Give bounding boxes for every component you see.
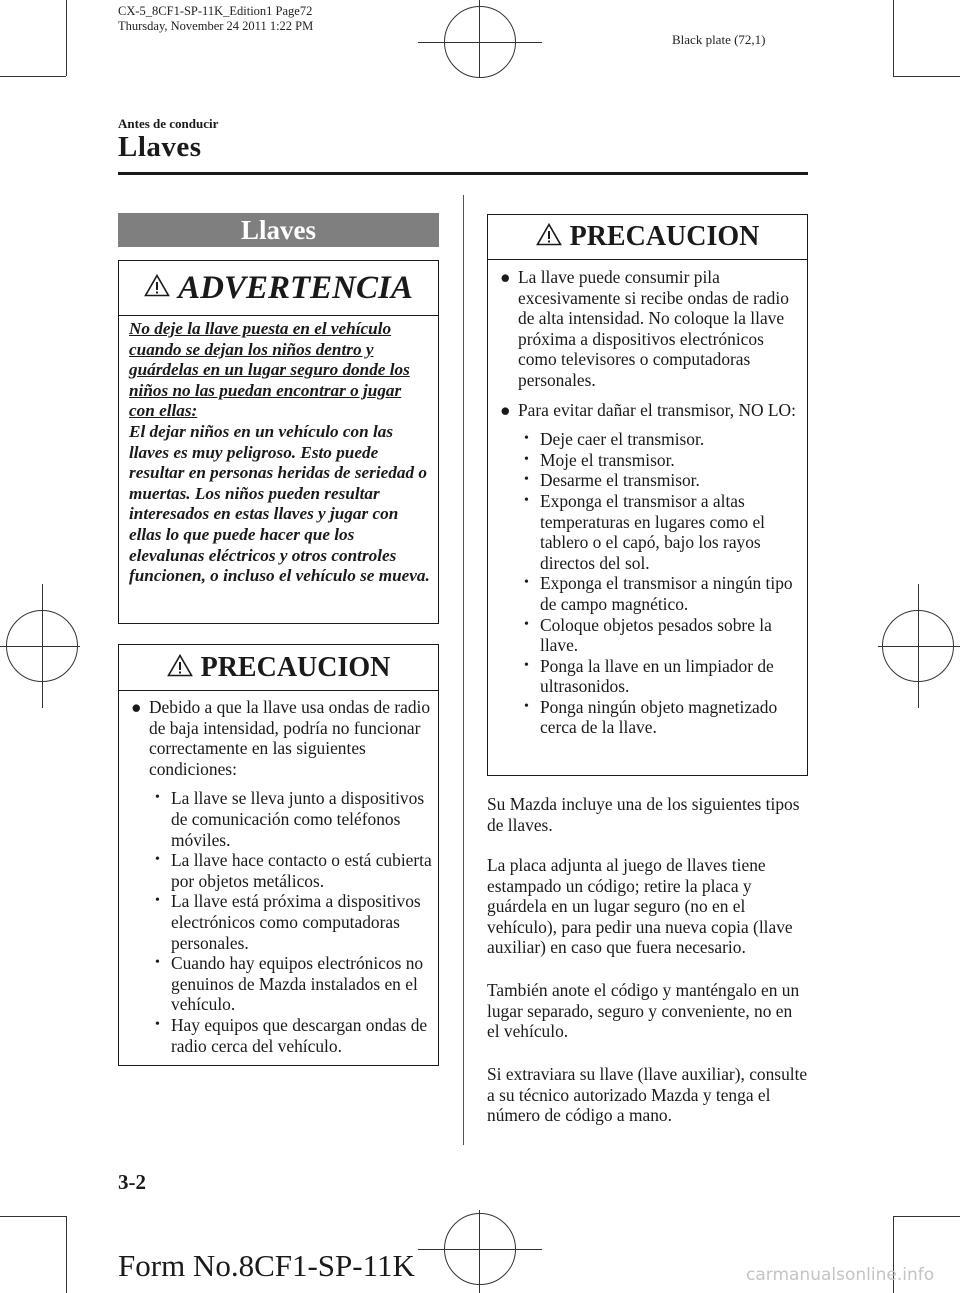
caution-subitem [119,788,432,850]
caution-subitem [488,491,801,573]
column-divider [463,195,464,1145]
caution-subitem [488,615,801,656]
caution-list-left [119,691,438,1056]
caution-box-right [487,214,808,776]
bullet-icon: • [524,575,529,591]
caution-subitem-text: Cuando hay equipos electrónicos no genuinos de Mazda instalados en el vehículo. [171,953,424,1015]
bullet-icon: • [524,472,529,488]
bullet-icon: • [155,790,160,806]
caution-item [488,267,801,391]
plate-label: Black plate (72,1) [672,32,766,47]
section-title-bar: Llaves [118,213,439,247]
caution-title-right: PRECAUCION [569,221,760,252]
caution-subitem-text: Exponga el transmisor a altas temperaturas en lugares como el tablero o el capó, bajo los rayos directos del sol. [540,490,766,573]
caution-box-left [118,644,439,1066]
body-paragraph: Su Mazda incluye una de los siguientes tipos de llaves. [487,794,800,835]
caution-subitem [488,656,801,697]
caution-subitem [488,429,801,450]
print-slug-file: CX-5_8CF1-SP-11K_Edition1 Page72 [118,4,313,18]
bullet-icon: ● [131,697,142,717]
bullet-icon: • [155,955,160,971]
caution-subitem-text: La llave está próxima a dispositivos electrónicos como computadoras personales. [171,891,421,953]
caution-subitem-text: Desarme el transmisor. [540,470,700,491]
chapter-rule [118,172,808,175]
caution-item-text: Debido a que la llave usa ondas de radio de baja intensidad, podría no funcionar correctamente en las siguientes condiciones: [149,697,431,779]
caution-subitem [119,891,432,953]
caution-item-text: La llave puede consumir pila excesivamente si recibe ondas de radio de alta intensidad. No coloque la llave próxima a dispositivos electrónicos como televisores o computadoras personales. [518,267,789,390]
caution-subitem-text: Deje caer el transmisor. [540,429,705,450]
caution-subitem-text: Ponga ningún objeto magnetizado cerca de la llave. [540,696,778,738]
bullet-icon: • [524,451,529,467]
bullet-icon: ● [500,399,511,420]
watermark: carmanualsonline.info [746,1265,935,1285]
warning-triangle-icon [144,274,170,302]
caution-header-right [488,215,807,260]
caution-item [488,400,801,421]
caution-subitem [119,953,432,1015]
body-paragraph: Si extraviara su llave (llave auxiliar), consulte a su técnico autorizado Mazda y tenga el número de código a mano. [487,1064,808,1126]
bullet-icon: • [155,1016,160,1032]
caution-list-right [488,260,807,738]
caution-subitem-text: La llave hace contacto o está cubierta por objetos metálicos. [171,850,432,891]
caution-subitem-text: La llave se lleva junto a dispositivos de comunicación como teléfonos móviles. [171,788,425,850]
caution-subitem-text: Hay equipos que descargan ondas de radio cerca del vehículo. [171,1014,428,1056]
bullet-icon: • [524,657,529,673]
caution-subitem-text: Moje el transmisor. [540,449,675,470]
caution-item-text: Para evitar dañar el transmisor, NO LO: [518,399,796,420]
bullet-icon: • [524,698,529,714]
caution-subitem-text: Ponga la llave en un limpiador de ultrasonidos. [540,655,774,697]
caution-title-left: PRECAUCION [200,651,391,683]
bullet-icon: • [524,431,529,447]
body-paragraph: También anote el código y manténgalo en un lugar separado, seguro y conveniente, no en el vehículo. [487,980,800,1042]
form-number: Form No.8CF1-SP-11K [118,1248,415,1283]
warning-title: ADVERTENCIA [178,269,413,306]
warning-underlined-text: No deje la llave puesta en el vehículo cuando se dejan los niños dentro y guárdelas en un lugar seguro donde los niños no las puedan encontrar o jugar con ellas: [129,319,410,421]
caution-subitem-text: Coloque objetos pesados sobre la llave. [540,614,772,656]
caution-item [119,697,432,779]
print-slug-date: Thursday, November 24 2011 1:22 PM [118,19,314,33]
bullet-icon: ● [500,267,511,287]
bullet-icon: • [524,616,529,632]
caution-header-left [119,645,438,691]
caution-subitem [488,450,801,471]
caution-subitem [119,1015,432,1056]
bullet-icon: • [524,492,529,508]
bullet-icon: • [155,893,160,909]
body-paragraph: La placa adjunta al juego de llaves tiene estampado un código; retire la placa y guárdela en un lugar seguro (no en el vehículo), para pedir una nueva copia (llave auxiliar) en caso que fuera necesario. [487,855,793,958]
caution-subitem [488,697,801,738]
warning-body-text: El dejar niños en un vehículo con las llaves es muy peligroso. Esto puede resultar en personas heridas de seriedad o muertas. Los niños pueden resultar interesados en estas llaves y jugar con ellas lo que puede hacer que los elevalunas eléctricos y otros controles funcionen, o incluso el vehículo se mueva. [129,421,430,586]
chapter-title: Llaves [118,131,202,163]
caution-subitem [119,850,432,891]
print-slug [118,4,313,34]
page-number: 3-2 [118,1170,146,1194]
caution-subitem [488,573,801,614]
caution-subitem [488,470,801,491]
section-label: Antes de conducir [118,116,219,131]
warning-triangle-icon [167,654,193,682]
warning-box [118,260,439,624]
warning-header [119,261,438,316]
bullet-icon: • [155,852,160,868]
caution-subitem-text: Exponga el transmisor a ningún tipo de campo magnético. [540,573,793,614]
warning-triangle-icon [536,223,562,251]
warning-body [119,316,438,595]
